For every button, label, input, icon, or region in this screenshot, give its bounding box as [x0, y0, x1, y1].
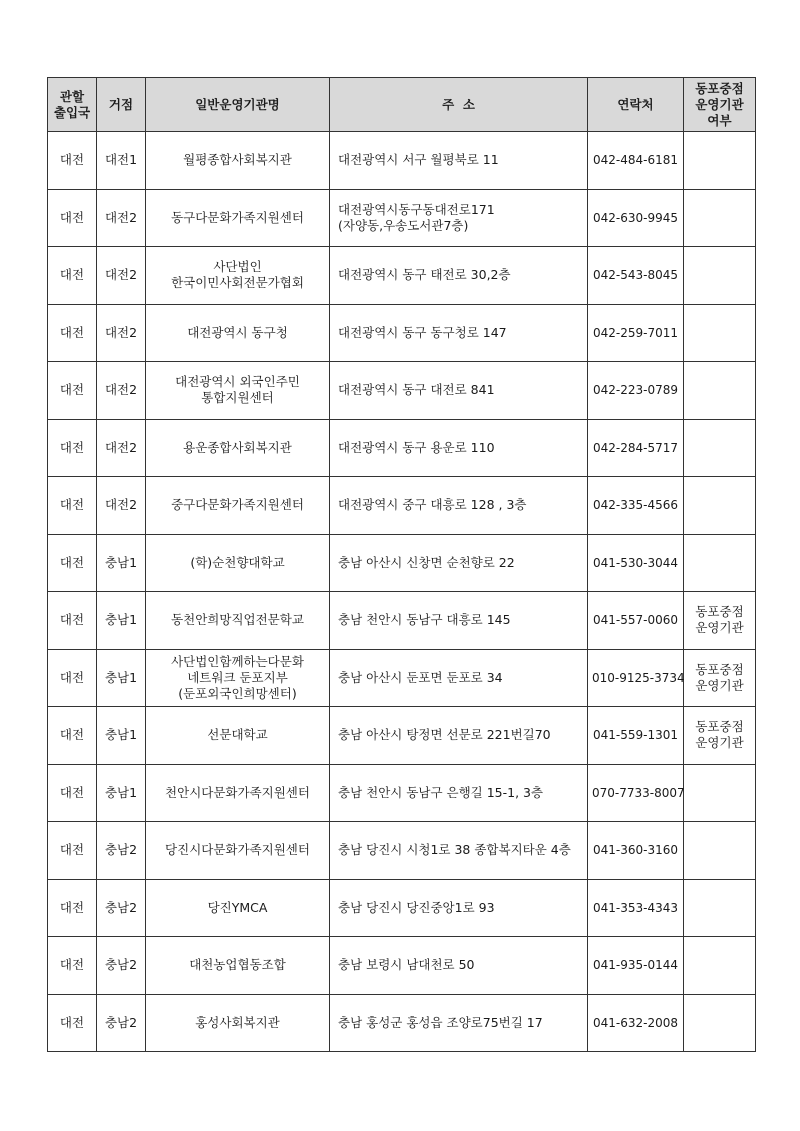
cell-address: 충남 홍성군 홍성읍 조양로75번길 17 — [330, 994, 588, 1052]
table-row — [48, 994, 756, 1052]
cell-flag: 동포중점 운영기관 — [684, 707, 756, 765]
cell-address: 대전광역시 동구 용운로 110 — [330, 419, 588, 477]
table-row — [48, 132, 756, 190]
cell-office: 대전 — [48, 477, 97, 535]
cell-flag — [684, 994, 756, 1052]
cell-org-name: 대천농업협동조합 — [146, 937, 330, 995]
cell-base: 대전2 — [97, 419, 146, 477]
table-row — [48, 189, 756, 247]
table-row — [48, 822, 756, 880]
cell-address: 충남 아산시 신창면 순천향로 22 — [330, 534, 588, 592]
cell-org-name: 선문대학교 — [146, 707, 330, 765]
cell-contact: 042-223-0789 — [588, 362, 684, 420]
cell-org-name: 동천안희망직업전문학교 — [146, 592, 330, 650]
cell-org-name: 사단법인함께하는다문화 네트워크 둔포지부 (둔포외국인희망센터) — [146, 649, 330, 707]
cell-office: 대전 — [48, 822, 97, 880]
cell-flag: 동포중점 운영기관 — [684, 592, 756, 650]
cell-address: 대전광역시 동구 태전로 30,2층 — [330, 247, 588, 305]
cell-office: 대전 — [48, 707, 97, 765]
cell-contact: 041-530-3044 — [588, 534, 684, 592]
cell-flag — [684, 764, 756, 822]
cell-contact: 042-259-7011 — [588, 304, 684, 362]
cell-org-name: 대전광역시 외국인주민 통합지원센터 — [146, 362, 330, 420]
cell-base: 대전2 — [97, 247, 146, 305]
cell-address: 충남 천안시 동남구 은행길 15-1, 3층 — [330, 764, 588, 822]
cell-office: 대전 — [48, 592, 97, 650]
cell-office: 대전 — [48, 534, 97, 592]
table-body — [48, 132, 756, 1052]
cell-contact: 042-335-4566 — [588, 477, 684, 535]
cell-office: 대전 — [48, 362, 97, 420]
cell-office: 대전 — [48, 419, 97, 477]
cell-contact: 041-557-0060 — [588, 592, 684, 650]
cell-address: 충남 보령시 남대천로 50 — [330, 937, 588, 995]
cell-flag — [684, 477, 756, 535]
cell-base: 충남1 — [97, 764, 146, 822]
cell-flag — [684, 189, 756, 247]
cell-office: 대전 — [48, 304, 97, 362]
cell-address: 충남 천안시 동남구 대흥로 145 — [330, 592, 588, 650]
cell-address: 충남 당진시 당진중앙1로 93 — [330, 879, 588, 937]
cell-office: 대전 — [48, 247, 97, 305]
cell-org-name: 대전광역시 동구청 — [146, 304, 330, 362]
cell-address: 충남 당진시 시청1로 38 종합복지타운 4층 — [330, 822, 588, 880]
cell-office: 대전 — [48, 879, 97, 937]
cell-contact: 042-484-6181 — [588, 132, 684, 190]
cell-contact: 041-360-3160 — [588, 822, 684, 880]
cell-contact: 041-353-4343 — [588, 879, 684, 937]
cell-org-name: 동구다문화가족지원센터 — [146, 189, 330, 247]
cell-contact: 010-9125-3734 — [588, 649, 684, 707]
cell-flag — [684, 362, 756, 420]
table-row — [48, 649, 756, 707]
cell-contact: 042-630-9945 — [588, 189, 684, 247]
cell-flag — [684, 419, 756, 477]
cell-base: 대전1 — [97, 132, 146, 190]
cell-office: 대전 — [48, 189, 97, 247]
cell-org-name: 당진시다문화가족지원센터 — [146, 822, 330, 880]
table-row — [48, 362, 756, 420]
cell-address: 대전광역시 동구 대전로 841 — [330, 362, 588, 420]
table-row — [48, 879, 756, 937]
cell-base: 대전2 — [97, 477, 146, 535]
cell-flag — [684, 822, 756, 880]
cell-address: 대전광역시 중구 대흥로 128 , 3층 — [330, 477, 588, 535]
cell-base: 충남1 — [97, 707, 146, 765]
table-row — [48, 764, 756, 822]
agency-table — [47, 77, 756, 1052]
cell-contact: 042-543-8045 — [588, 247, 684, 305]
cell-flag — [684, 534, 756, 592]
cell-base: 충남2 — [97, 822, 146, 880]
header-org: 일반운영기관명 — [146, 78, 330, 132]
table-row — [48, 592, 756, 650]
cell-address: 대전광역시 서구 월평북로 11 — [330, 132, 588, 190]
cell-address: 대전광역시동구동대전로171 (자양동,우송도서관7층) — [330, 189, 588, 247]
table-row — [48, 477, 756, 535]
cell-office: 대전 — [48, 132, 97, 190]
cell-office: 대전 — [48, 937, 97, 995]
table-header — [48, 78, 756, 132]
cell-base: 충남2 — [97, 879, 146, 937]
table-row — [48, 419, 756, 477]
header-office: 관할 출입국 — [48, 78, 97, 132]
table-row — [48, 534, 756, 592]
cell-contact: 041-559-1301 — [588, 707, 684, 765]
cell-flag — [684, 879, 756, 937]
table-row — [48, 247, 756, 305]
cell-contact: 041-935-0144 — [588, 937, 684, 995]
cell-base: 충남1 — [97, 649, 146, 707]
cell-base: 대전2 — [97, 189, 146, 247]
cell-address: 대전광역시 동구 동구청로 147 — [330, 304, 588, 362]
cell-address: 충남 아산시 둔포면 둔포로 34 — [330, 649, 588, 707]
cell-flag — [684, 937, 756, 995]
table-row — [48, 707, 756, 765]
cell-base: 충남1 — [97, 592, 146, 650]
cell-org-name: 사단법인 한국이민사회전문가협회 — [146, 247, 330, 305]
cell-contact: 042-284-5717 — [588, 419, 684, 477]
cell-contact: 041-632-2008 — [588, 994, 684, 1052]
header-base: 거점 — [97, 78, 146, 132]
cell-address: 충남 아산시 탕정면 선문로 221번길70 — [330, 707, 588, 765]
cell-office: 대전 — [48, 649, 97, 707]
cell-contact: 070-7733-8007 — [588, 764, 684, 822]
cell-org-name: 월평종합사회복지관 — [146, 132, 330, 190]
table-row — [48, 304, 756, 362]
cell-base: 대전2 — [97, 304, 146, 362]
cell-org-name: 홍성사회복지관 — [146, 994, 330, 1052]
cell-org-name: 천안시다문화가족지원센터 — [146, 764, 330, 822]
cell-base: 대전2 — [97, 362, 146, 420]
cell-flag — [684, 132, 756, 190]
cell-base: 충남1 — [97, 534, 146, 592]
cell-org-name: (학)순천향대학교 — [146, 534, 330, 592]
cell-flag — [684, 247, 756, 305]
header-address: 주 소 — [330, 78, 588, 132]
cell-base: 충남2 — [97, 994, 146, 1052]
header-flag: 동포중점 운영기관 여부 — [684, 78, 756, 132]
cell-office: 대전 — [48, 764, 97, 822]
cell-org-name: 용운종합사회복지관 — [146, 419, 330, 477]
cell-flag — [684, 304, 756, 362]
cell-org-name: 당진YMCA — [146, 879, 330, 937]
cell-org-name: 중구다문화가족지원센터 — [146, 477, 330, 535]
cell-flag: 동포중점 운영기관 — [684, 649, 756, 707]
header-contact: 연락처 — [588, 78, 684, 132]
cell-office: 대전 — [48, 994, 97, 1052]
cell-base: 충남2 — [97, 937, 146, 995]
table-row — [48, 937, 756, 995]
